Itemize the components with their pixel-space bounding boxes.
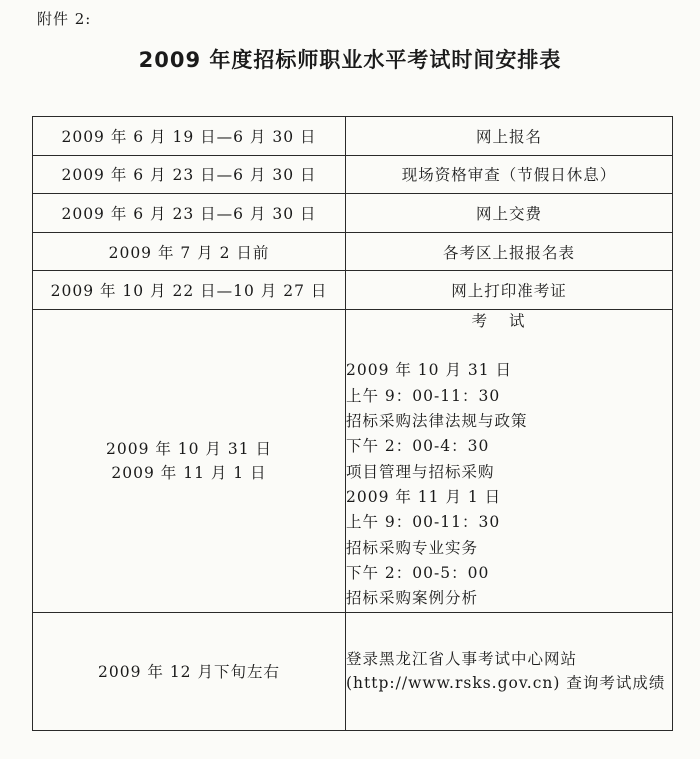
exam-date-cell xyxy=(33,309,346,612)
exam-line: 2009 年 10 月 31 日 xyxy=(346,361,513,380)
exam-line: 招标采购案例分析 xyxy=(346,589,479,608)
table-row xyxy=(33,117,673,156)
exam-date-line: 2009 年 10 月 31 日 xyxy=(105,439,273,458)
exam-row xyxy=(33,309,673,612)
schedule-table xyxy=(32,116,673,731)
event-cell: 网上打印准考证 xyxy=(346,271,673,310)
date-cell: 2009 年 6 月 23 日—6 月 30 日 xyxy=(33,194,346,233)
exam-detail-cell xyxy=(346,309,673,612)
attachment-label: 附件 2: xyxy=(37,10,92,28)
exam-line: 招标采购法律法规与政策 xyxy=(346,412,528,431)
exam-line: 招标采购专业实务 xyxy=(346,538,479,557)
exam-line: 上午 9：00-11：30 xyxy=(346,513,501,532)
date-cell: 2009 年 6 月 23 日—6 月 30 日 xyxy=(33,155,346,194)
table-row xyxy=(33,155,673,194)
exam-line: 2009 年 11 月 1 日 xyxy=(346,487,502,506)
event-cell: 现场资格审查（节假日休息） xyxy=(346,155,673,194)
date-cell: 2009 年 10 月 22 日—10 月 27 日 xyxy=(33,271,346,310)
exam-line: 下午 2：00-4：30 xyxy=(346,437,490,456)
results-date-cell: 2009 年 12 月下旬左右 xyxy=(33,612,346,730)
date-cell: 2009 年 7 月 2 日前 xyxy=(33,232,346,271)
results-row xyxy=(33,612,673,730)
event-cell: 网上报名 xyxy=(346,117,673,156)
table-row xyxy=(33,232,673,271)
results-detail-cell: 登录黑龙江省人事考试中心网站(http://www.rsks.gov.cn) 查询考试成绩 xyxy=(346,612,673,730)
exam-date-line: 2009 年 11 月 1 日 xyxy=(111,463,267,482)
exam-line: 上午 9：00-11：30 xyxy=(346,386,501,405)
table-row xyxy=(33,194,673,233)
exam-heading: 考试 xyxy=(471,312,547,331)
table-row xyxy=(33,271,673,310)
event-cell: 网上交费 xyxy=(346,194,673,233)
exam-line: 项目管理与招标采购 xyxy=(346,462,495,481)
event-cell: 各考区上报报名表 xyxy=(346,232,673,271)
document-title: 2009 年度招标师职业水平考试时间安排表 xyxy=(138,48,562,72)
exam-line: 下午 2：00-5：00 xyxy=(346,563,490,582)
date-cell: 2009 年 6 月 19 日—6 月 30 日 xyxy=(33,117,346,156)
